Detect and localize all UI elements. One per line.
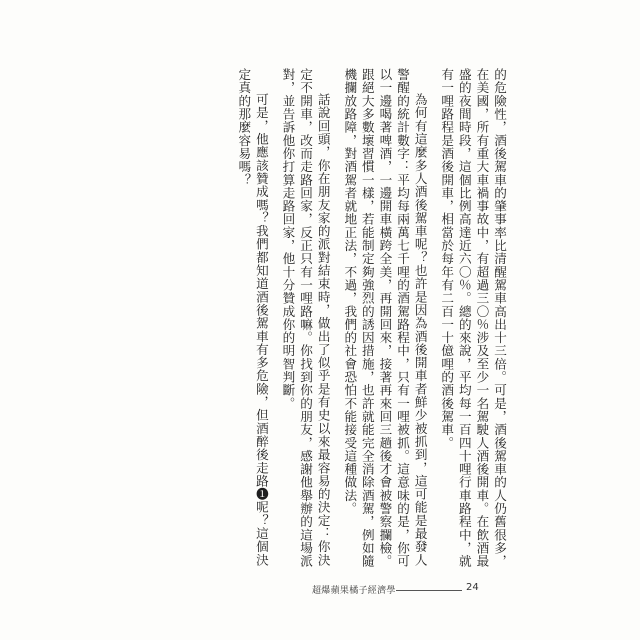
text-column: 盛的夜間時段，這個比例高達近六〇％。總的來說，平均每一百四十哩行車路程中，就 <box>456 68 472 568</box>
text-column: 以一邊喝著啤酒，一邊開車橫跨全美，再開回來，接著再來回三趟後才會被警察攔檢。 <box>377 68 393 568</box>
text-column: 可是，他應該贊成嗎？我們都知道酒後駕車有多危險，但酒醉後走路❶呢？這個決 <box>253 93 269 567</box>
vertical-text-body <box>226 68 508 578</box>
text-column: 為何有這麼多人酒後駕車呢？也許是因為酒後開車者鮮少被抓到，這可能是最發人 <box>412 93 428 567</box>
text-column: 有一哩路程是酒後開車，相當於每年有二百一十億哩的酒後駕車。 <box>439 68 455 450</box>
text-column: 在美國，所有重大車禍事故中，有超過三〇％涉及至少一名駕駛人酒後開車。在飲酒最 <box>474 68 490 568</box>
text-column: 話說回頭，你在朋友家的派對結束時，做出了似乎是有史以來最容易的決定：你決 <box>315 93 331 567</box>
text-column: 警醒的統計數字：平均每兩萬七千哩的酒駕路程中，只有一哩被抓。這意味的是，你可 <box>395 68 411 568</box>
paragraph-gap <box>332 68 341 578</box>
text-column: 跟絕大多數壞習慣一樣，若能制定夠強烈的誘因措施，也許就能完全消除酒駕，例如隨 <box>359 68 375 568</box>
footer-rule <box>396 590 462 591</box>
paragraph-gap <box>270 68 279 578</box>
running-title: 超爆蘋果橘子經濟學 <box>312 586 396 596</box>
paragraph-gap <box>429 68 438 578</box>
text-column: 定不開車，改而走路回家，反正只有一哩路嘛。你找到你的朋友，感謝他舉辦的這場派 <box>298 68 314 568</box>
page-footer <box>312 582 512 596</box>
page-number: 24 <box>466 582 479 593</box>
text-column: 定真的那麼容易嗎？ <box>236 68 252 187</box>
text-column: 的危險性，酒後駕車的肇事率比清醒駕車高出十三倍。可是，酒後駕車的人仍舊很多， <box>492 68 507 568</box>
text-column: 對，並告訴他你打算走路回家，他十分贊成你的明智判斷。 <box>280 68 296 410</box>
text-column: 機攔放路障，對酒駕者就地正法，不過，我們的社會恐怕不能接受這種做法。 <box>342 68 358 516</box>
